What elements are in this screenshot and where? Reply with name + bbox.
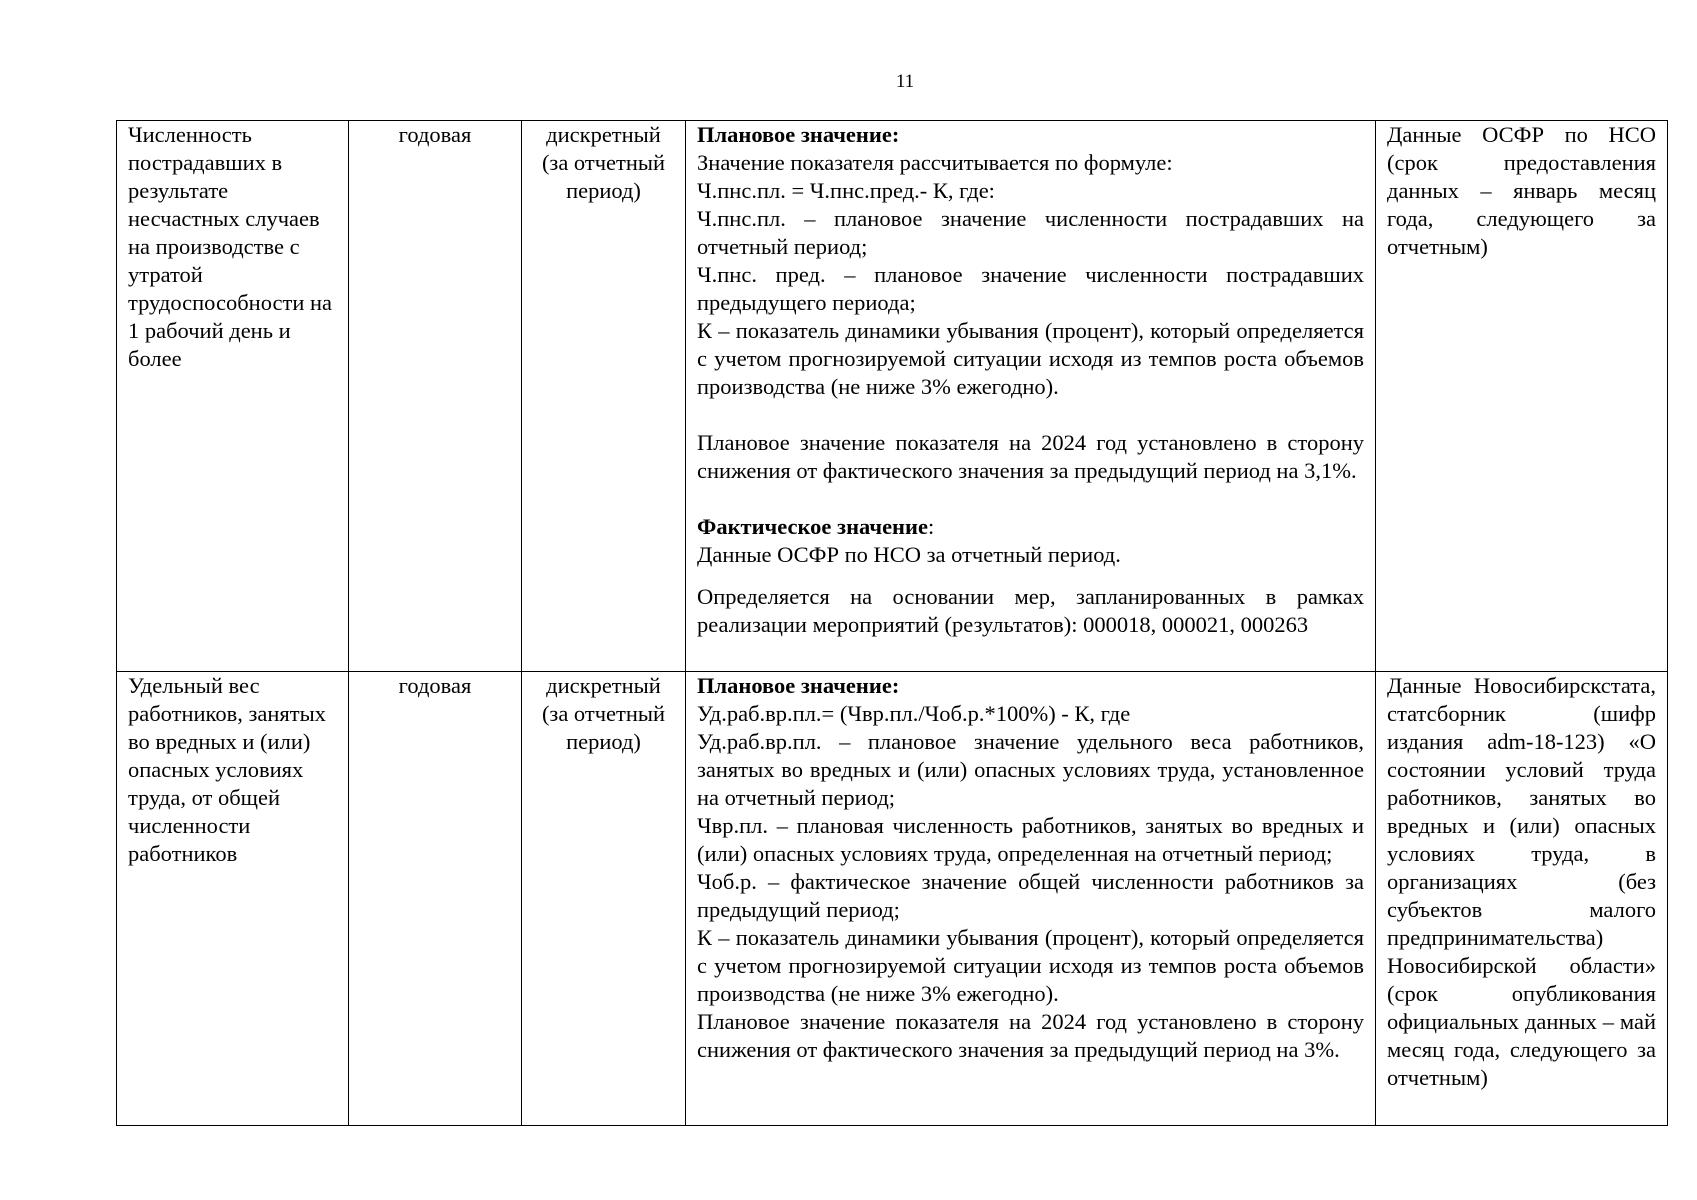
indicator-type: дискретный (за отчетный период) bbox=[522, 672, 686, 1126]
data-source: Данные ОСФР по НСО (срок предоставления данных – январь месяц года, следующего за отчетным) bbox=[1376, 121, 1668, 672]
indicator-name: Численность пострадавших в результате несчастных случаев на производстве с утратой трудоспособности на 1 рабочий день и более bbox=[117, 121, 349, 672]
fact-colon: : bbox=[927, 514, 935, 539]
frequency: годовая bbox=[349, 121, 522, 672]
table-row bbox=[117, 121, 1668, 672]
formula-line: Ч.пнс.пл. = Ч.пнс.пред.- К, где: bbox=[697, 178, 995, 203]
calculation-method bbox=[686, 672, 1376, 1126]
page-number: 11 bbox=[895, 71, 915, 92]
plan-note: Плановое значение показателя на 2024 год установлено в сторону снижения от фактического значения за предыдущий период на 3%. bbox=[697, 1009, 1364, 1062]
plan-heading: Плановое значение: bbox=[697, 673, 900, 698]
method-line: Значение показателя рассчитывается по формуле: bbox=[697, 150, 1173, 175]
measures-text: Определяется на основании мер, запланированных в рамках реализации мероприятий (результатов): 000018, 000021, 000263 bbox=[697, 584, 1364, 637]
calculation-method bbox=[686, 121, 1376, 672]
method-line: Ч.пнс. пред. – плановое значение численности пострадавших предыдущего периода; bbox=[697, 262, 1364, 315]
fact-heading: Фактическое значение bbox=[697, 514, 928, 539]
plan-heading: Плановое значение: bbox=[697, 122, 900, 147]
fact-heading-line bbox=[697, 513, 1364, 541]
method-line: Чоб.р. – фактическое значение общей численности работников за предыдущий период; bbox=[697, 869, 1364, 922]
plan-note: Плановое значение показателя на 2024 год установлено в сторону снижения от фактического значения за предыдущий период на 3,1%. bbox=[697, 430, 1364, 483]
fact-text: Данные ОСФР по НСО за отчетный период. bbox=[697, 542, 1121, 567]
method-line: Чвр.пл. – плановая численность работников, занятых во вредных и (или) опасных условиях труда, определенная на отчетный период; bbox=[697, 813, 1364, 866]
frequency: годовая bbox=[349, 672, 522, 1126]
data-source: Данные Новосибирскстата, статсборник (шифр издания adm-18-123) «О состоянии условий труда работников, занятых во вредных и (или) опасных условиях труда, в организациях (без субъектов малого предпринимательства) Новосибирской области» (срок опубликования официальных данных – май месяц года, следующего за отчетным) bbox=[1376, 672, 1668, 1126]
method-line: Ч.пнс.пл. – плановое значение численности пострадавших на отчетный период; bbox=[697, 206, 1364, 259]
method-line: К – показатель динамики убывания (процент), который определяется с учетом прогнозируемой ситуации исходя из темпов роста объемов производства (не ниже 3% ежегодно). bbox=[697, 925, 1364, 1006]
indicators-table bbox=[116, 120, 1668, 1126]
formula-line: Уд.раб.вр.пл.= (Чвр.пл./Чоб.р.*100%) - К, где bbox=[697, 701, 1131, 726]
method-line: К – показатель динамики убывания (процент), который определяется с учетом прогнозируемой ситуации исходя из темпов роста объемов производства (не ниже 3% ежегодно). bbox=[697, 318, 1364, 399]
method-line: Уд.раб.вр.пл. – плановое значение удельного веса работников, занятых во вредных и (или) опасных условиях труда, установленное на отчетный период; bbox=[697, 729, 1364, 810]
indicator-name: Удельный вес работников, занятых во вредных и (или) опасных условиях труда, от общей численности работников bbox=[117, 672, 349, 1126]
table-row bbox=[117, 672, 1668, 1126]
indicator-type: дискретный (за отчетный период) bbox=[522, 121, 686, 672]
